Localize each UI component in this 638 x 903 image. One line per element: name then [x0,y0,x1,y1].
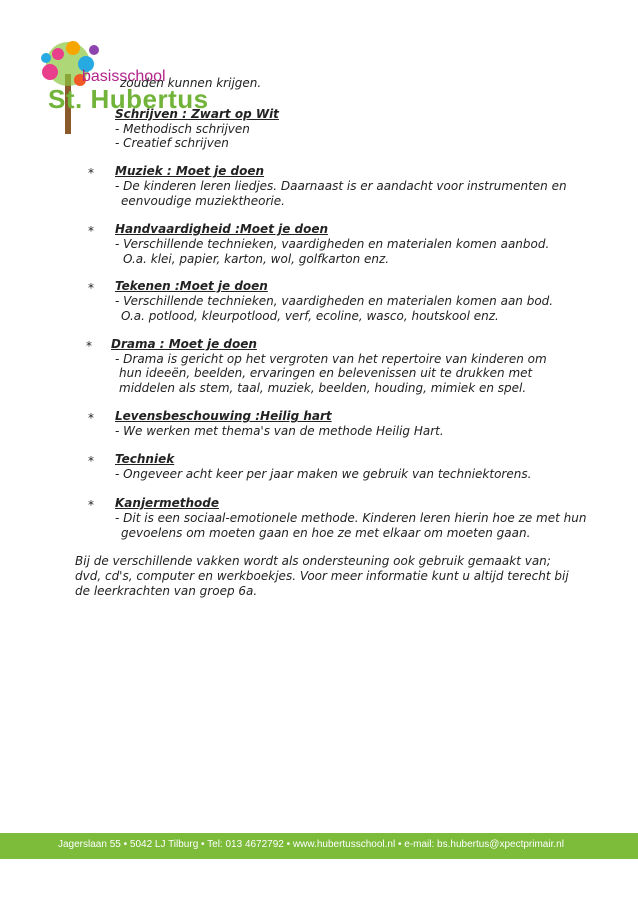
drama-line2: hun ideeën, beelden, ervaringen en belevenissen uit te drukken met [119,366,533,380]
tekenen-line2: O.a. potlood, kleurpotlood, verf, ecoline, wasco, houtskool enz. [121,309,499,323]
hand-heading: Handvaardigheid :Moet je doen [115,222,329,236]
kanjer-line2: gevoelens om moeten gaan en hoe ze met elkaar om moeten gaan. [121,526,531,540]
closing-paragraph: Bij de verschillende vakken wordt als ondersteuning ook gebruik gemaakt van; dvd, cd's, computer en werkboekjes. Voor meer informatie kunt u altijd terecht bij de leerkrachten van groep 6a. [75,554,569,598]
bullet-drama: * [86,339,92,353]
muziek-heading: Muziek : Moet je doen [115,164,265,178]
hand-line2: O.a. klei, papier, karton, wol, golfkarton enz. [123,252,390,266]
tekenen-heading: Tekenen :Moet je doen [115,279,268,293]
muziek-line2: eenvoudige muziektheorie. [121,194,285,208]
kanjer-heading: Kanjermethode [115,496,220,510]
schrijven-line1: - Methodisch schrijven [115,122,250,136]
intro-text: zouden kunnen krijgen. [120,76,262,90]
bullet-kanjer: * [88,498,94,512]
footer-contact: Jagerslaan 55 • 5042 LJ Tilburg • Tel: 013 4672792 • www.hubertusschool.nl • e-mail: bs.hubertus@xpectprimair.nl [58,839,564,850]
bullet-levens: * [88,411,94,425]
techniek-heading: Techniek [115,452,175,466]
bullet-muziek: * [88,166,94,180]
levens-heading: Levensbeschouwing :Heilig hart [115,409,332,423]
techniek-line1: - Ongeveer acht keer per jaar maken we gebruik van techniektorens. [115,467,532,481]
levens-line1: - We werken met thema's van de methode Heilig Hart. [115,424,444,438]
drama-line1: - Drama is gericht op het vergroten van het repertoire van kinderen om [115,352,547,366]
drama-heading: Drama : Moet je doen [111,337,257,351]
schrijven-heading: Schrijven : Zwart op Wit [115,107,279,121]
tekenen-line1: - Verschillende technieken, vaardigheden en materialen komen aan bod. [115,294,554,308]
bullet-hand: * [88,224,94,238]
bullet-techniek: * [88,454,94,468]
footer-bar [0,833,638,859]
kanjer-line1: - Dit is een sociaal-emotionele methode. Kinderen leren hierin hoe ze met hun [115,511,587,525]
drama-line3: middelen als stem, taal, muziek, beelden, houding, mimiek en spel. [119,381,527,395]
logo-text-line2: St. Hubertus [48,84,209,114]
hand-line1: - Verschillende technieken, vaardigheden en materialen komen aanbod. [115,237,550,251]
bullet-tekenen: * [88,281,94,295]
muziek-line1: - De kinderen leren liedjes. Daarnaast is er aandacht voor instrumenten en [115,179,567,193]
logo-text-line1: basisschool [82,68,166,85]
schrijven-line2: - Creatief schrijven [115,136,229,150]
